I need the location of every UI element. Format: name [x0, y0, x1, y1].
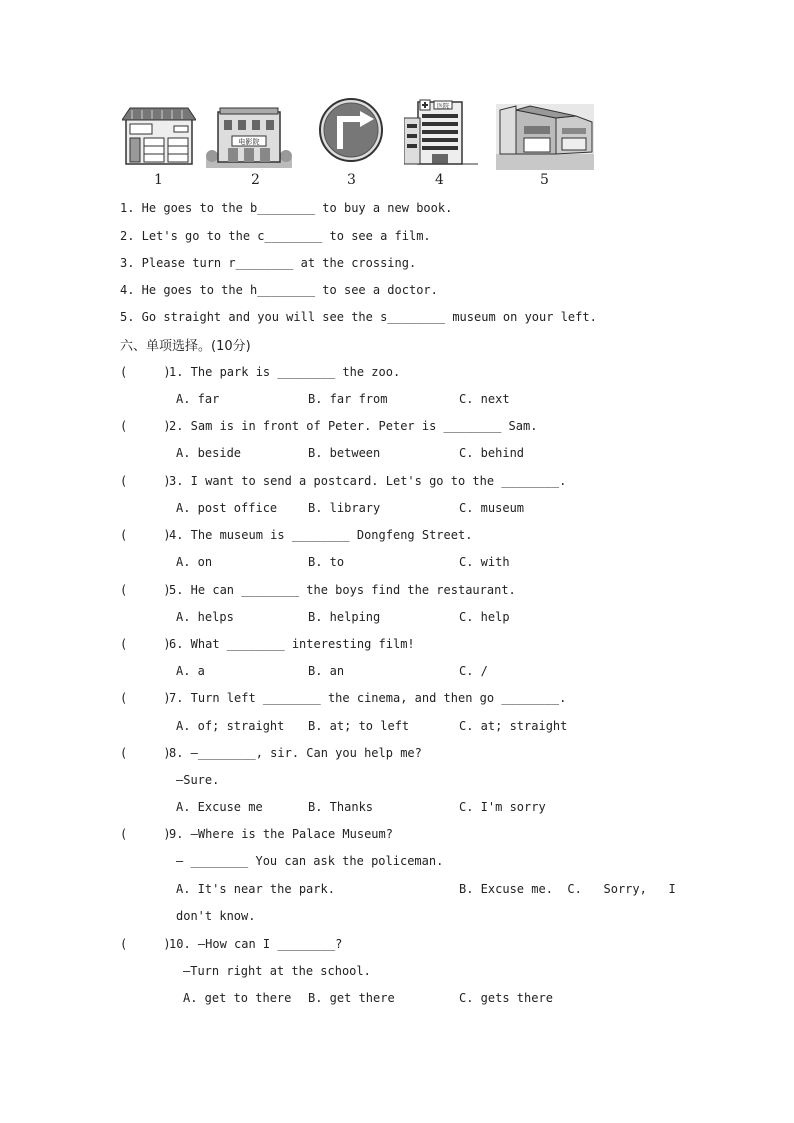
answer-bracket: ( ): [120, 746, 171, 760]
picture-bookstore: [122, 106, 196, 170]
answer-bracket: ( ): [120, 827, 171, 841]
question-stem: 7. Turn left ________ the cinema, and then go ________.: [169, 691, 567, 705]
picture-turn-right-sign: [318, 97, 384, 167]
question-stem: 10. —How can I ________?: [169, 937, 343, 951]
cinema-icon: [206, 106, 292, 168]
picture-label-4: 4: [435, 172, 444, 188]
question-stem: 1. The park is ________ the zoo.: [169, 365, 401, 379]
picture-label-3: 3: [347, 172, 356, 188]
option-a: A. It's near the park.: [176, 882, 335, 896]
option-b: B. far from: [308, 392, 388, 406]
question-stem: 3. I want to send a postcard. Let's go to the ________.: [169, 474, 567, 488]
answer-bracket: ( ): [120, 474, 171, 488]
fill-item-5: 5. Go straight and you will see the s________ museum on your left.: [120, 310, 597, 324]
answer-bracket: ( ): [120, 365, 171, 379]
option-b: B. an: [308, 664, 345, 678]
question-stem: 2. Sam is in front of Peter. Peter is ________ Sam.: [169, 419, 538, 433]
dialogue-reply: — ________ You can ask the policeman.: [176, 854, 444, 868]
picture-science-museum: [496, 104, 594, 174]
option-c: C. museum: [459, 501, 525, 515]
option-a: A. a: [176, 664, 205, 678]
picture-cinema: [206, 106, 292, 172]
dialogue-reply: —Sure.: [176, 773, 220, 787]
bookstore-icon: [122, 106, 196, 166]
picture-hospital: [404, 98, 478, 170]
answer-bracket: ( ): [120, 937, 171, 951]
option-b: B. to: [308, 555, 345, 569]
dialogue-reply: —Turn right at the school.: [183, 964, 371, 978]
fill-item-4: 4. He goes to the h________ to see a doctor.: [120, 283, 438, 297]
option-c: C. with: [459, 555, 510, 569]
question-stem: 5. He can ________ the boys find the restaurant.: [169, 583, 516, 597]
option-c: C. at; straight: [459, 719, 568, 733]
picture-label-5: 5: [540, 172, 549, 188]
section-heading-choice: 六、单项选择。(10分): [120, 339, 251, 354]
science-museum-icon: [496, 104, 594, 170]
option-a: A. of; straight: [176, 719, 285, 733]
question-stem: 8. —________, sir. Can you help me?: [169, 746, 422, 760]
option-c: C. I'm sorry: [459, 800, 546, 814]
picture-label-2: 2: [251, 172, 260, 188]
fill-item-3: 3. Please turn r________ at the crossing.: [120, 256, 417, 270]
answer-bracket: ( ): [120, 637, 171, 651]
question-stem: 9. —Where is the Palace Museum?: [169, 827, 393, 841]
option-a: A. Excuse me: [176, 800, 263, 814]
option-b: B. helping: [308, 610, 381, 624]
answer-bracket: ( ): [120, 528, 171, 542]
hospital-sign-text: 医院: [436, 103, 450, 110]
option-c: C. next: [459, 392, 510, 406]
option-b: B. Thanks: [308, 800, 374, 814]
option-b: B. Excuse me. C. Sorry, I: [459, 882, 676, 896]
option-b: B. get there: [308, 991, 395, 1005]
option-c: C. /: [459, 664, 488, 678]
option-b: B. library: [308, 501, 381, 515]
option-c: C. gets there: [459, 991, 553, 1005]
answer-bracket: ( ): [120, 691, 171, 705]
question-stem: 4. The museum is ________ Dongfeng Street.: [169, 528, 473, 542]
option-a: A. helps: [176, 610, 234, 624]
fill-item-2: 2. Let's go to the c________ to see a film.: [120, 229, 431, 243]
option-c: C. behind: [459, 446, 525, 460]
fill-item-1: 1. He goes to the b________ to buy a new book.: [120, 201, 453, 215]
option-c: C. help: [459, 610, 510, 624]
option-a: A. get to there: [183, 991, 292, 1005]
option-c-continued: don't know.: [176, 909, 256, 923]
answer-bracket: ( ): [120, 419, 171, 433]
option-b: B. between: [308, 446, 381, 460]
cinema-sign-text: 电影院: [238, 138, 260, 146]
option-a: A. beside: [176, 446, 242, 460]
answer-bracket: ( ): [120, 583, 171, 597]
picture-label-1: 1: [154, 172, 163, 188]
option-a: A. post office: [176, 501, 278, 515]
turn-right-sign-icon: [318, 97, 384, 163]
question-stem: 6. What ________ interesting film!: [169, 637, 415, 651]
option-a: A. far: [176, 392, 220, 406]
option-a: A. on: [176, 555, 213, 569]
hospital-icon: [404, 98, 478, 166]
option-b: B. at; to left: [308, 719, 410, 733]
